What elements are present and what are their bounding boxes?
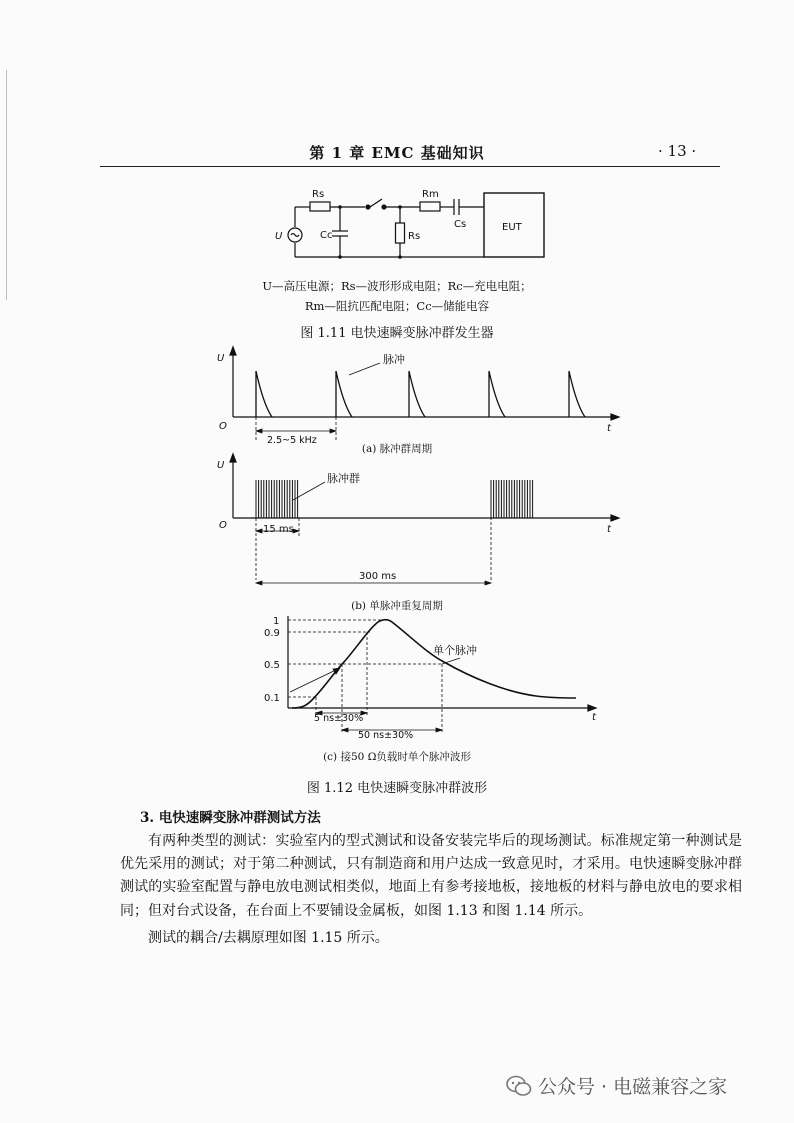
wave-c-tick-0-9: 0.9 [264, 628, 280, 639]
fig-1-12-caption: 图 1.12 电快速瞬变脉冲群波形 [306, 781, 488, 796]
paragraph-2: 测试的耦合/去耦原理如图 1.15 所示。 [148, 929, 389, 946]
legend-line-2: Rm—阻抗匹配电阻；Cc—储能电容 [304, 299, 490, 313]
wave-a-y-axis: U [217, 353, 225, 364]
wave-a-x-axis: t [607, 423, 611, 434]
wave-c-subcaption: (c) 接50 Ω负载时单个脉冲波形 [323, 751, 471, 763]
resistor-rs [310, 202, 330, 211]
wave-a-subcaption: (a) 脉冲群周期 [361, 443, 433, 455]
label-u: U [275, 231, 283, 242]
waveform-a [205, 345, 625, 455]
wechat-icon [506, 1075, 532, 1097]
pulse-mark [409, 371, 425, 417]
body-text [120, 830, 742, 950]
page-number: · 13 · [658, 142, 697, 160]
wave-a-origin: O [219, 421, 227, 432]
wave-c-x-axis: t [592, 712, 596, 723]
watermark-text: 公众号 · 电磁兼容之家 [538, 1076, 728, 1098]
section-title: 3. 电快速瞬变脉冲群测试方法 [140, 810, 321, 826]
pulse-mark [256, 371, 272, 417]
circuit-diagram [270, 185, 560, 265]
pulse-mark [489, 371, 505, 417]
wave-b-period: 300 ms [359, 571, 397, 582]
wave-c-single-pulse-label: 单个脉冲 [433, 644, 477, 657]
wave-c-rise-label: 5 ns±30% [314, 713, 364, 724]
label-rs: Rs [312, 189, 325, 200]
pulse-mark [569, 371, 585, 417]
label-rm: Rm [422, 189, 439, 200]
wave-b-y-axis: U [217, 460, 225, 471]
resistor-rm [420, 202, 440, 211]
waveform-b [205, 452, 625, 592]
fig-1-11-caption: 图 1.11 电快速瞬变脉冲群发生器 [300, 326, 494, 341]
waveform-c [240, 612, 610, 747]
pulse-mark [336, 371, 352, 417]
wave-c-width-label: 50 ns±30% [358, 730, 414, 741]
wave-c-tick-0-5: 0.5 [264, 660, 280, 671]
wave-b-x-axis: t [607, 524, 611, 535]
label-cc: Cc [320, 230, 333, 241]
wave-a-period-label: 2.5~5 kHz [267, 435, 317, 446]
wave-b-burst-length: 15 ms [263, 524, 294, 535]
label-cs: Cs [454, 219, 467, 230]
wave-a-pulse-label: 脉冲 [383, 353, 405, 366]
legend-line-1: U—高压电源；Rs—波形形成电阻；Rc—充电电阻； [262, 279, 532, 293]
paragraph-1: 有两种类型的测试：实验室内的型式测试和设备安装完毕后的现场测试。标准规定第一种测试是优先采用的测试；对于第二种测试，只有制造商和用户达成一致意见时，才采用。电快速瞬变脉冲群测试的实验室配置与静电放电测试相类似，地面上有参考接地板，接地板的材料与静电放电的要求相同；但对台式设备，在台面上不要铺设金属板，如图 1.13 和图 1.14 所示。 [120, 833, 742, 919]
scan-edge-line [6, 70, 7, 300]
wave-b-subcaption: (b) 单脉冲重复周期 [351, 600, 443, 612]
wave-b-origin: O [219, 520, 227, 531]
label-eut: EUT [502, 222, 522, 233]
chapter-header: 第 1 章 EMC 基础知识 [309, 144, 485, 162]
wave-c-tick-0-1: 0.1 [264, 693, 280, 704]
wave-b-burst-label: 脉冲群 [327, 472, 360, 485]
wave-c-tick-1: 1 [273, 616, 280, 627]
label-rs-vertical: Rs [408, 231, 421, 242]
header-rule [100, 166, 720, 167]
